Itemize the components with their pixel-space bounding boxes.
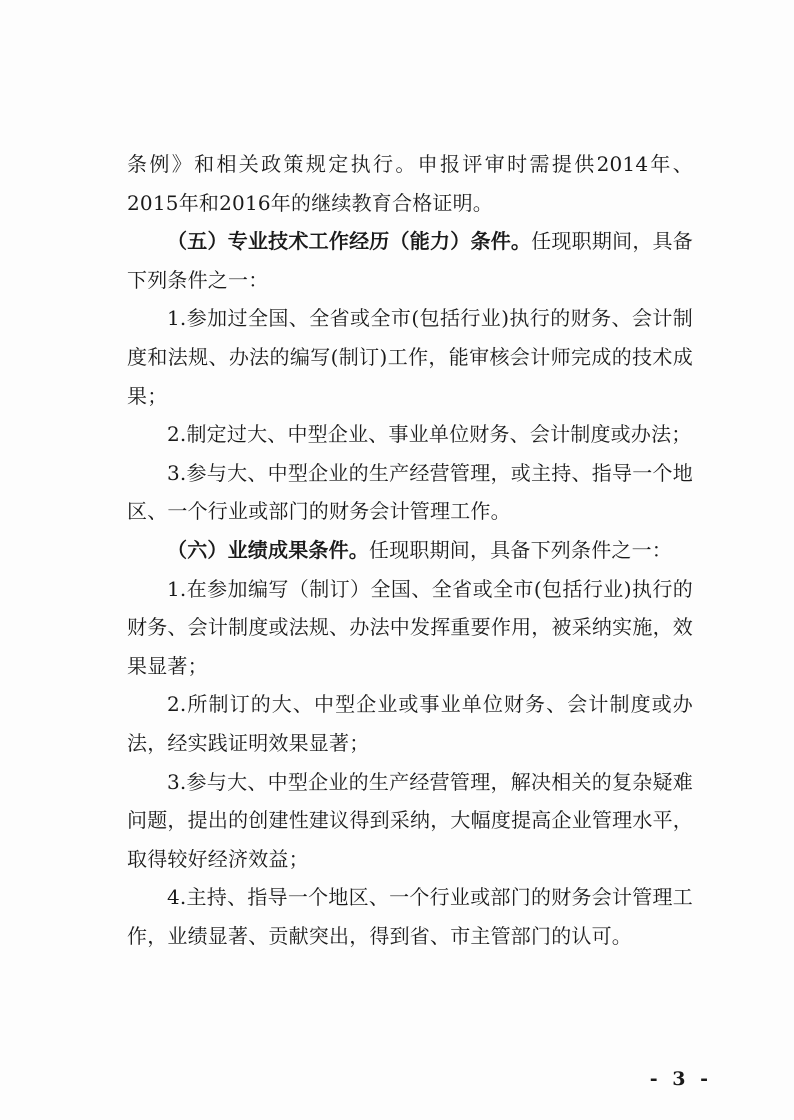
section-six-item-4 <box>127 878 693 955</box>
section-five-title: （五）专业技术工作经历（能力）条件。 <box>167 229 532 254</box>
page-number: - 3 - <box>649 1068 712 1090</box>
section-six-item-1 <box>127 570 693 686</box>
paragraph-text: 任现职期间，具备下列条件之一： <box>369 537 672 562</box>
section-six-item-2 <box>127 685 693 762</box>
document-body <box>127 145 693 955</box>
section-five-item-3 <box>127 454 693 531</box>
paragraph-text: 1.参加过全国、全省或全市(包括行业)执行的财务、会计制度和法规、办法的编写(制订)工作，能审核会计师完成的技术成果； <box>127 306 693 408</box>
paragraph-text: 1.在参加编写（制订）全国、全省或全市(包括行业)执行的财务、会计制度或法规、办法中发挥重要作用，被采纳实施，效果显著； <box>127 576 693 678</box>
section-six-item-3 <box>127 763 693 879</box>
section-six-heading <box>127 531 693 570</box>
paragraph-text: 4.主持、指导一个地区、一个行业或部门的财务会计管理工作，业绩显著、贡献突出，得到省、市主管部门的认可。 <box>127 885 693 948</box>
paragraph-text: 2.所制订的大、中型企业或事业单位财务、会计制度或办法，经实践证明效果显著； <box>127 692 693 755</box>
paragraph-text: 3.参与大、中型企业的生产经营管理，或主持、指导一个地区、一个行业或部门的财务会计管理工作。 <box>127 460 693 524</box>
section-five-item-2 <box>127 415 693 454</box>
section-five-heading <box>127 222 693 299</box>
paragraph-text: 条例》和相关政策规定执行。申报评审时需提供2014年、2015年和2016年的继续教育合格证明。 <box>127 152 693 215</box>
section-six-title: （六）业绩成果条件。 <box>167 537 369 562</box>
paragraph-continuation <box>127 145 693 222</box>
paragraph-text: 2.制定过大、中型企业、事业单位财务、会计制度或办法； <box>167 422 692 447</box>
paragraph-text: 3.参与大、中型企业的生产经营管理，解决相关的复杂疑难问题，提出的创建性建议得到采纳，大幅度提高企业管理水平，取得较好经济效益； <box>127 769 693 871</box>
section-five-item-1 <box>127 299 693 415</box>
paragraph-text: 任现职期间，具备下列条件之一： <box>127 229 693 292</box>
